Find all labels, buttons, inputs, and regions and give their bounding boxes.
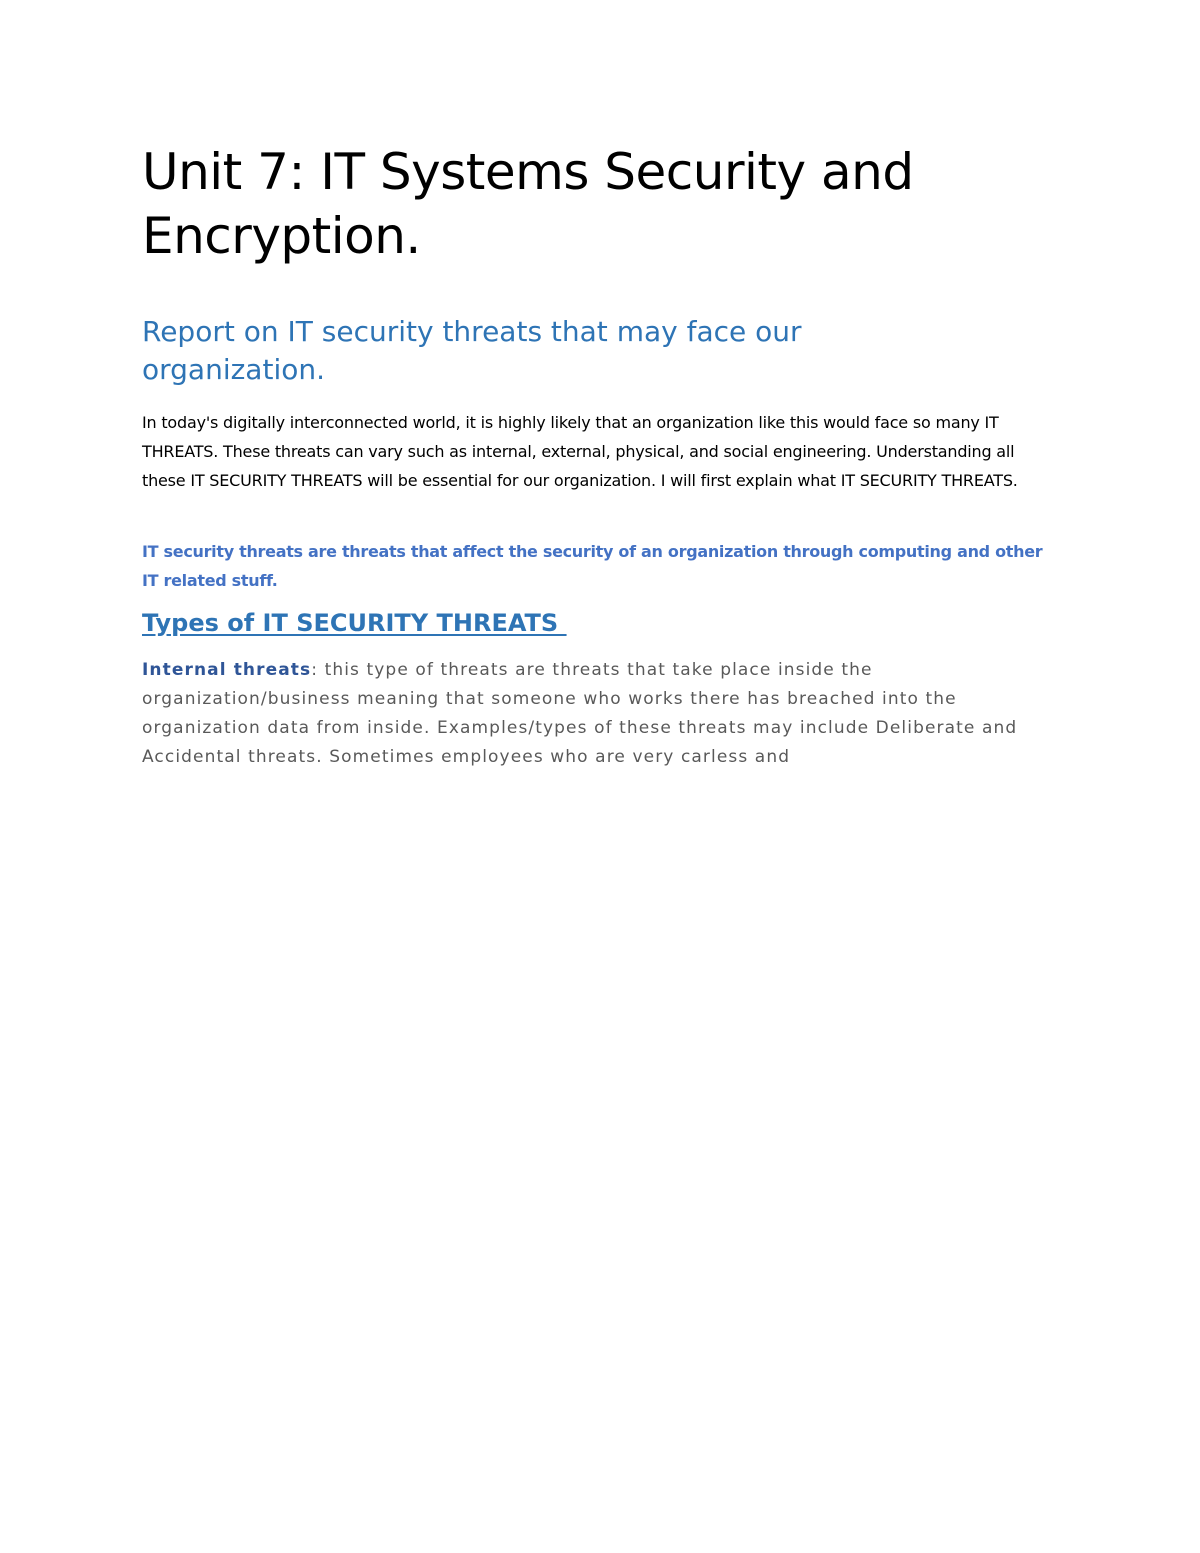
internal-threats-paragraph bbox=[142, 656, 1042, 772]
internal-threats-text: : this type of threats are threats that take place inside the organization/business meaning that someone who works there has breached into the organization data from inside. Examples/types of these threats may include Deliberate and Accidental threats. Sometimes employees who are very carless and bbox=[142, 660, 1018, 767]
document-title: Unit 7: IT Systems Security and Encryption. bbox=[142, 143, 914, 265]
section-heading-types: Types of IT SECURITY THREATS bbox=[142, 609, 567, 637]
intro-paragraph: In today's digitally interconnected world, it is highly likely that an organization like this would face so many IT THREATS. These threats can vary such as internal, external, physical, and social engineering. Understanding all these IT SECURITY THREATS will be essential for our organization. I will first explain what IT SECURITY THREATS. bbox=[142, 413, 1018, 490]
definition-paragraph: IT security threats are threats that affect the security of an organization through computing and other IT related stuff. bbox=[142, 542, 1043, 590]
internal-threats-term: Internal threats bbox=[142, 660, 312, 680]
report-subtitle: Report on IT security threats that may face our organization. bbox=[142, 315, 802, 386]
